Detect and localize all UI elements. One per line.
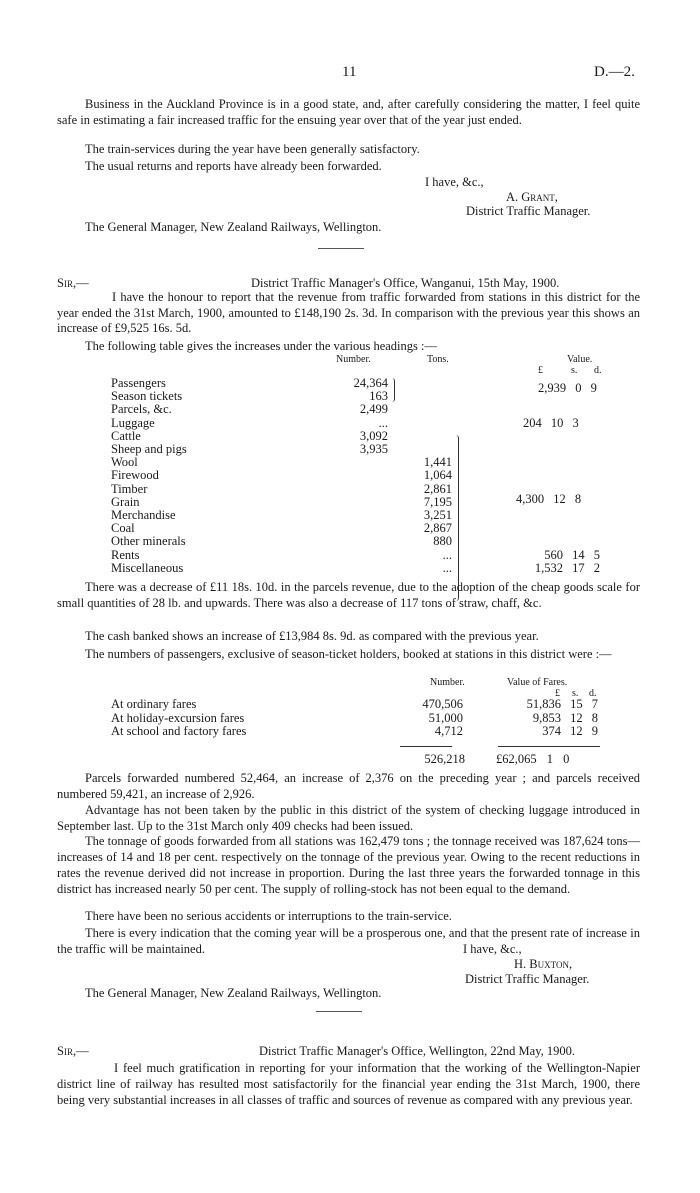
section-divider [318, 248, 364, 249]
column-header-shillings: s. [571, 365, 578, 376]
table-row-label: Rents [111, 547, 140, 562]
table-cell-value: 374 12 9 [542, 724, 598, 738]
table-cell-value: 1,532 17 2 [534, 560, 600, 575]
paragraph: The numbers of passengers, exclusive of season-ticket holders, booked at stations in this district were :— [85, 647, 612, 661]
signatory-title: District Traffic Manager. [465, 972, 590, 986]
paragraph: There was a decrease of £11 18s. 10d. in the parcels revenue, due to the adoption of the cheap goods scale for small quantities of 28 lb. and upwards. There was also a decrease of 117 tons of straw, chaff, &c. [57, 580, 640, 610]
closing: I have, &c., [459, 941, 522, 957]
table-row-label: Firewood [111, 468, 159, 483]
salutation: Sir,— [57, 276, 89, 290]
value-goods: 4,300 12 8 [516, 492, 582, 506]
table-row-label: Grain [111, 494, 140, 509]
table-cell-number: 3,935 [359, 442, 388, 456]
column-header-number: Number. [336, 354, 371, 365]
table-row-label: Wool [111, 455, 138, 470]
table-row-label: Timber [111, 481, 148, 496]
table-row-label: Merchandise [111, 508, 176, 522]
paragraph: I feel much gratification in reporting for your information that the working of the Wellington-Napier district line of railway has resulted most satisfactorily for the financial year ending the 31st March, 1900, there being very substantial increases in all classes of traffic and sources of revenue as compared with any previous year. [57, 1061, 640, 1107]
document-reference: D.—2. [594, 64, 635, 80]
column-header-pounds: £ [555, 688, 560, 699]
table-cell-number: ... [378, 415, 388, 430]
dateline: District Traffic Manager's Office, Wanganui, 15th May, 1900. [251, 276, 560, 290]
table-cell-number: 3,092 [359, 428, 388, 443]
paragraph: The train-services during the year have been generally satisfactory. [85, 142, 420, 156]
paragraph: The following table gives the increases under the various headings :— [85, 339, 437, 353]
table-cell-number: 163 [369, 389, 388, 404]
table-cell-number: 470,506 [422, 697, 463, 711]
table-row-label: Coal [111, 521, 135, 536]
table-cell-tons: 1,441 [423, 455, 452, 470]
table-row-label: Luggage [111, 415, 155, 430]
table-cell-number: 4,712 [434, 724, 463, 738]
table-rule [498, 746, 600, 747]
table-cell-tons: 3,251 [423, 508, 452, 522]
salutation: Sir,— [57, 1044, 89, 1058]
table-cell-value: 51,836 15 7 [526, 697, 598, 711]
table-cell-tons: 2,867 [423, 521, 452, 536]
table-cell-tons: 1,064 [423, 468, 452, 483]
table-row-label: At ordinary fares [111, 697, 197, 711]
paragraph: The tonnage of goods forwarded from all stations was 162,479 tons ; the tonnage received was 187,624 tons—increases of 14 and 18 per cent. respectively on the tonnage of the previous year. Owing to the recent reductions in rates the revenue derived did not increase in proportion. During the last three years the forwarded tonnage in this district has increased nearly 50 per cent. The supply of rolling-stock has not been equal to the demand. [57, 834, 640, 896]
table-rule [400, 746, 452, 747]
paragraph: There is every indication that the coming year will be a prosperous one, and that the present rate of increase in the traffic will be maintained. [57, 926, 640, 956]
table-cell-tons: ... [442, 547, 452, 562]
table-row-label: Other minerals [111, 534, 186, 549]
paragraph: I have the honour to report that the revenue from traffic forwarded from stations in this district for the year ended the 31st March, 1900, amounted to £148,190 2s. 3d. In comparison with the previous year this shows an increase of £9,525 16s. 5d. [57, 290, 640, 335]
column-header-value: Value. [567, 354, 593, 365]
value-passengers: 2,939 0 9 [538, 381, 597, 395]
column-header-shillings: s. [572, 688, 579, 699]
brace [454, 435, 459, 601]
table-cell-tons: 2,861 [423, 481, 452, 496]
brace [390, 378, 395, 402]
table-row-label: At holiday-excursion fares [111, 710, 245, 725]
closing: I have, &c., [425, 175, 484, 189]
table-cell-value: 9,853 12 8 [532, 710, 598, 725]
table-cell-number: 2,499 [359, 402, 388, 417]
paragraph: The usual returns and reports have already been forwarded. [85, 159, 382, 173]
page-number: 11 [342, 64, 357, 80]
signatory-name: A. Grant, [506, 190, 558, 204]
total-number: 526,218 [424, 752, 465, 766]
table-row-label: Passengers [111, 376, 166, 390]
total-value: £62,065 1 0 [496, 752, 570, 766]
signatory-title: District Traffic Manager. [466, 204, 591, 218]
column-header-number: Number. [430, 677, 465, 688]
paragraph: Parcels forwarded numbered 52,464, an increase of 2,376 on the preceding year ; and parcels received numbered 59,421, an increase of 2,926. [57, 771, 640, 801]
paragraph: There have been no serious accidents or interruptions to the train-service. [85, 909, 452, 923]
section-divider [316, 1011, 362, 1012]
table-cell-tons: ... [442, 560, 452, 575]
addressee: The General Manager, New Zealand Railways, Wellington. [85, 220, 382, 234]
column-header-tons: Tons. [427, 354, 449, 365]
table-cell-tons: 7,195 [423, 494, 452, 509]
column-header-pounds: £ [538, 365, 543, 376]
table-cell-number: 51,000 [428, 710, 463, 725]
table-row-label: Season tickets [111, 389, 183, 404]
table-row-label: Sheep and pigs [111, 442, 187, 456]
column-header-value-of-fares: Value of Fares. [507, 677, 568, 688]
dateline: District Traffic Manager's Office, Wellington, 22nd May, 1900. [259, 1044, 576, 1058]
table-cell-value: 560 14 5 [544, 547, 600, 562]
column-header-pence: d. [594, 365, 602, 376]
table-row-label: At school and factory fares [111, 724, 247, 738]
paragraph: Advantage has not been taken by the public in this district of the system of checking luggage introduced in September last. Up to the 31st March only 409 checks had been issued. [57, 803, 640, 833]
addressee: The General Manager, New Zealand Railways, Wellington. [85, 986, 382, 1000]
table-cell-tons: 880 [433, 534, 452, 549]
signatory-name: H. Buxton, [514, 957, 573, 971]
paragraph: The cash banked shows an increase of £13,984 8s. 9d. as compared with the previous year. [85, 629, 539, 643]
value-parcels-luggage: 204 10 3 [523, 416, 579, 430]
paragraph: Business in the Auckland Province is in a good state, and, after carefully considering the matter, I feel quite safe in estimating a fair increased traffic for the ensuing year over that of the year just ended. [57, 97, 640, 127]
table-row-label: Miscellaneous [111, 560, 184, 575]
table-row-label: Parcels, &c. [111, 402, 172, 417]
table-row-label: Cattle [111, 428, 141, 443]
table-cell-number: 24,364 [353, 376, 388, 390]
column-header-pence: d. [589, 688, 597, 699]
